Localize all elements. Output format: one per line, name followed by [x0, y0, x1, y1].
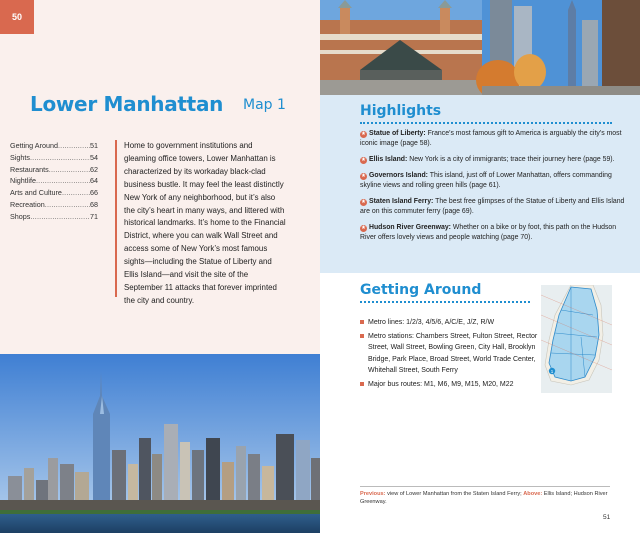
- highlight-text: This island, just off of Lower Manhattan, offers commanding skyline views and rolling green hills (page 61).: [360, 171, 612, 189]
- star-icon: ★: [361, 172, 366, 179]
- caption-above-label: Above:: [523, 491, 543, 497]
- highlights-list: [360, 129, 632, 249]
- caption-previous-text: view of Lower Manhattan from the Staten Island Ferry;: [387, 491, 522, 497]
- highlight-text: The best free glimpses of the Statue of Liberty and Ellis Island are on this commuter ferry (page 69).: [360, 197, 625, 215]
- toc-item[interactable]: [10, 164, 98, 176]
- toc-item[interactable]: [10, 211, 98, 223]
- highlight-name: Staten Island Ferry:: [369, 197, 434, 205]
- getting-around-rule: [360, 301, 530, 303]
- toc-page: 68: [90, 199, 98, 209]
- toc-page: 66: [90, 188, 98, 198]
- star-icon: ★: [361, 131, 366, 137]
- toc-item[interactable]: [10, 199, 98, 211]
- highlight-item: [360, 197, 632, 218]
- skyline-photo: [0, 354, 320, 533]
- toc-page: 62: [90, 164, 98, 174]
- getting-around-text: Major bus routes: M1, M6, M9, M15, M20, M22: [368, 381, 514, 389]
- toc-item[interactable]: [10, 175, 98, 187]
- highlight-text: New York is a city of immigrants; trace their journey here (page 59).: [409, 156, 615, 163]
- page-number-right: 51: [603, 514, 611, 521]
- toc-page: 71: [90, 211, 98, 221]
- toc-page: 64: [90, 176, 98, 186]
- chapter-title: Lower Manhattan: [30, 92, 224, 116]
- toc-page: 54: [90, 152, 98, 162]
- photo-caption: [360, 490, 615, 506]
- map-marker-label: 1: [550, 369, 554, 374]
- caption-rule: [360, 486, 610, 487]
- highlight-name: Hudson River Greenway:: [369, 223, 451, 231]
- getting-around-heading: Getting Around: [360, 282, 482, 298]
- highlight-name: Ellis Island:: [369, 156, 408, 163]
- caption-above-text: Ellis Island; Hudson River Greenway.: [360, 491, 608, 505]
- page-number-left: 50: [0, 0, 34, 34]
- toc-label: Recreation: [10, 199, 45, 209]
- toc-label: Shops: [10, 211, 31, 221]
- intro-accent-rule: [115, 140, 117, 297]
- locator-map[interactable]: [541, 285, 612, 393]
- highlight-item: [360, 223, 632, 244]
- getting-around-list: [360, 317, 540, 393]
- chapter-toc: [10, 140, 98, 223]
- toc-label: Arts and Culture: [10, 188, 62, 198]
- highlight-item: [360, 155, 632, 165]
- highlight-name: Governors Island:: [369, 171, 428, 179]
- toc-item[interactable]: [10, 140, 98, 152]
- toc-label: Sights: [10, 152, 30, 162]
- highlight-item: [360, 171, 632, 192]
- getting-around-item: [360, 379, 540, 390]
- highlight-name: Statue of Liberty:: [369, 130, 426, 137]
- highlight-text: Whether on a bike or by foot, this path on the Hudson River offers lovely views and people watching (page 70).: [360, 223, 617, 241]
- right-page: [320, 0, 640, 533]
- getting-around-item: [360, 317, 540, 328]
- toc-label: Restaurants: [10, 164, 49, 174]
- toc-label: Getting Around: [10, 141, 58, 150]
- toc-item[interactable]: [10, 152, 98, 164]
- header-photos: [320, 0, 640, 95]
- toc-item[interactable]: [10, 187, 98, 199]
- highlights-rule: [360, 122, 612, 124]
- getting-around-text: Metro stations: Chambers Street, Fulton Street, Rector Street, Wall Street, Bowling Green, City Hall, Brooklyn Bridge, Park Place, Broad Street, World Trade Center, Whitehall Street, South Ferry: [368, 332, 538, 375]
- map-reference: Map 1: [243, 97, 286, 113]
- highlights-heading: Highlights: [360, 103, 442, 119]
- bullet-icon: [360, 382, 364, 386]
- intro-paragraph: Home to government institutions and gleaming office towers, Lower Manhattan is characterized by its workaday black-clad business bustle. It may feel the least distinctly New York of any neighborhood, but it’s also the city’s heart in many ways, and littered with historical landmarks. It’s home to the Financial District, where you can walk Wall Street and access some of New York’s most famous sights—including the Statue of Liberty and Ellis Island—and visit the site of the September 11 attacks that forever imprinted the city and country.: [124, 141, 286, 305]
- highlight-item: [360, 129, 632, 150]
- highlight-text: France’s most famous gift to America is arguably the city’s most iconic image (page 58).: [360, 130, 622, 148]
- star-icon: ★: [361, 224, 366, 231]
- star-icon: ★: [361, 157, 366, 163]
- getting-around-text: Metro lines: 1/2/3, 4/5/6, A/C/E, J/Z, R/W: [368, 319, 495, 326]
- caption-previous-label: Previous:: [360, 491, 386, 497]
- toc-page: 51: [90, 141, 98, 150]
- bullet-icon: [360, 320, 364, 324]
- star-icon: ★: [361, 198, 366, 205]
- toc-label: Nightlife: [10, 176, 36, 186]
- getting-around-item: [360, 331, 540, 377]
- bullet-icon: [360, 334, 364, 338]
